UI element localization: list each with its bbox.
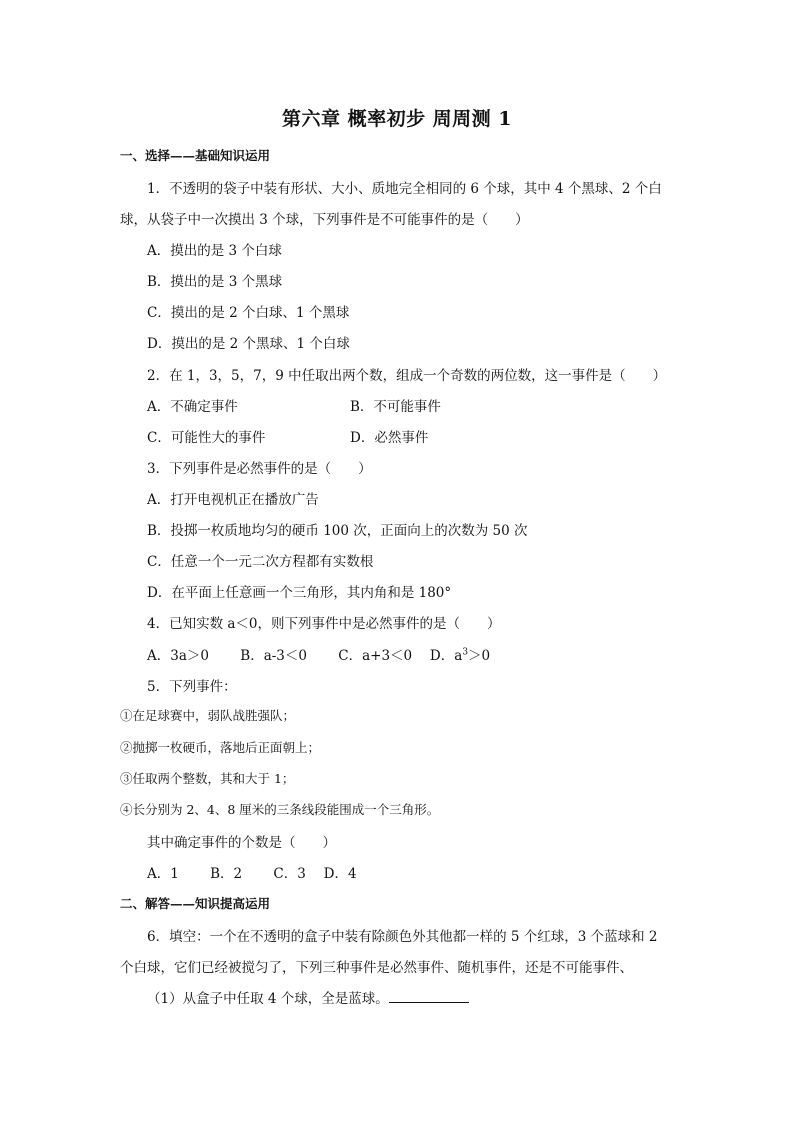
q5-question: 其中确定事件的个数是（ ）	[147, 835, 336, 851]
q1-option-a: A．摸出的是 3 个白球	[147, 243, 282, 259]
q4-options	[147, 644, 490, 664]
q5-stem: 5．下列事件：	[147, 679, 237, 695]
q5-event-1: ①在足球赛中，弱队战胜强队；	[120, 708, 296, 723]
q6-stem-line1: 6．填空：一个在不透明的盒子中装有除颜色外其他都一样的 5 个红球，3 个蓝球和 2	[147, 929, 658, 945]
q3-option-a: A．打开电视机正在播放广告	[147, 492, 319, 508]
q3-option-d: D．在平面上任意画一个三角形，其内角和是 180°	[147, 585, 452, 601]
q5-event-2: ②抛掷一枚硬币，落地后正面朝上；	[120, 740, 321, 755]
q5-options: A．1 B．2 C．3 D．4	[147, 866, 357, 882]
q4-exponent: 3	[462, 647, 469, 658]
section-heading-choice: 一、选择——基础知识运用	[120, 148, 271, 163]
q2-option-d: D．必然事件	[350, 430, 429, 446]
section-heading-answer: 二、解答——知识提高运用	[120, 896, 271, 911]
q1-option-d: D．摸出的是 2 个黑球、1 个白球	[147, 336, 350, 352]
q2-option-a: A．不确定事件	[147, 399, 238, 415]
q2-option-c: C．可能性大的事件	[147, 430, 266, 446]
q1-option-c: C．摸出的是 2 个白球、1 个黑球	[147, 305, 350, 321]
q6-part-1-text: （1）从盒子中任取 4 个球，全是蓝球。	[147, 991, 389, 1007]
q4-options-tail: ＞0	[468, 648, 491, 664]
q6-stem-line2: 个白球，它们已经被搅匀了，下列三种事件是必然事件、随机事件，还是不可能事件、	[120, 960, 633, 976]
q3-option-b: B．投掷一枚质地均匀的硬币 100 次，正面向上的次数为 50 次	[147, 523, 528, 539]
q4-options-text: A．3a＞0 B．a-3＜0 C．a+3＜0 D．a	[147, 648, 463, 664]
q4-stem: 4．已知实数 a＜0，则下列事件中是必然事件的是（ ）	[147, 616, 501, 632]
q2-option-b: B．不可能事件	[350, 399, 441, 415]
answer-blank[interactable]	[389, 990, 469, 1003]
q1-stem-line2: 球，从袋子中一次摸出 3 个球，下列事件是不可能事件的是（ ）	[120, 212, 529, 228]
q2-stem: 2．在 1，3，5，7，9 中任取出两个数，组成一个奇数的两位数，这一事件是（ ）	[147, 368, 667, 384]
q1-option-b: B．摸出的是 3 个黑球	[147, 274, 283, 290]
page-title: 第六章 概率初步 周周测 1	[281, 108, 513, 130]
q3-option-c: C．任意一个一元二次方程都有实数根	[147, 554, 374, 570]
q5-event-3: ③任取两个整数，其和大于 1；	[120, 771, 295, 786]
q6-part-1	[147, 987, 469, 1007]
q5-event-4: ④长分别为 2、4、8 厘米的三条线段能围成一个三角形。	[120, 802, 440, 817]
q3-stem: 3．下列事件是必然事件的是（ ）	[147, 461, 372, 477]
q1-stem-line1: 1．不透明的袋子中装有形状、大小、质地完全相同的 6 个球，其中 4 个黑球、2 个白	[147, 181, 662, 197]
